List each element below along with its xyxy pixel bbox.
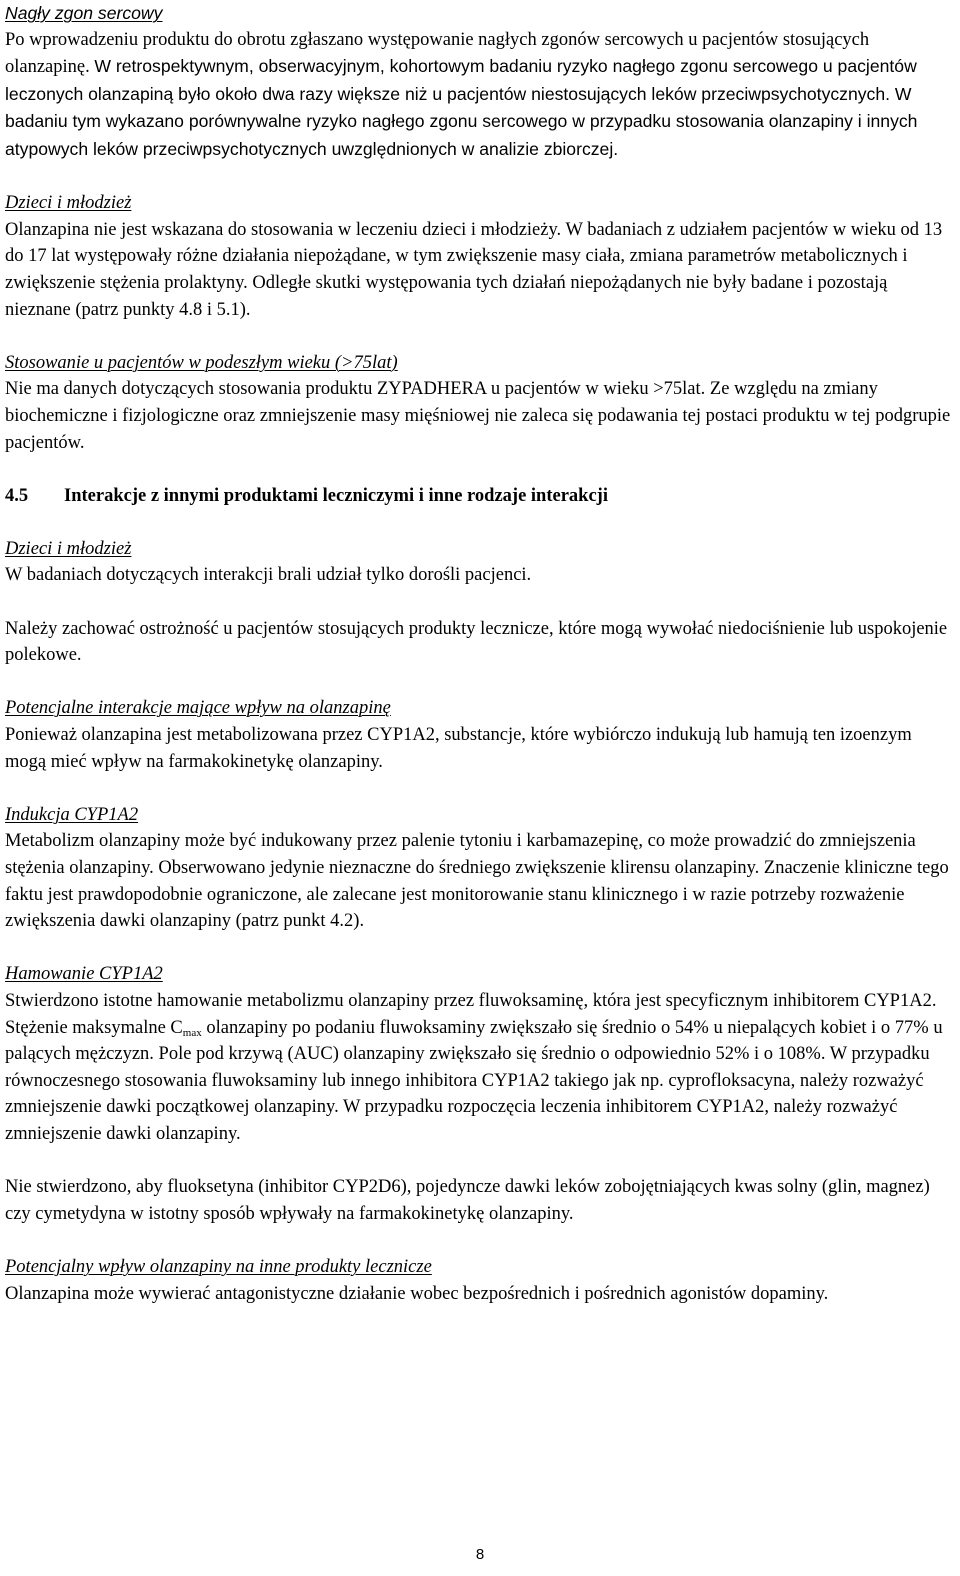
children-section-1	[5, 190, 955, 323]
effect-on-others-section	[5, 1254, 955, 1307]
inhibition-section	[5, 961, 955, 1147]
children-section-2	[5, 536, 955, 589]
document-page	[5, 0, 955, 1307]
paragraph: Ponieważ olanzapina jest metabolizowana przez CYP1A2, substancje, które wybiórczo indukują lub hamują ten izoenzym mogą mieć wpływ na farmakokinetykę olanzapiny.	[5, 725, 912, 772]
section-heading: Potencjalne interakcje mające wpływ na olanzapinę	[5, 698, 391, 719]
elderly-section	[5, 350, 955, 456]
subscript: max	[182, 1026, 202, 1039]
section-heading: Dzieci i młodzież	[5, 538, 132, 559]
paragraph-part: olanzapiny po podaniu fluwoksaminy zwiększało się średnio o 54% u niepalących kobiet i o 77% u palących mężczyzn. Pole pod krzywą (AUC) olanzapiny zwiększało się średnio o odpowiednio 52% i o 108%. W przypadku równoczesnego stosowania fluwoksaminy lub innego inhibitora CYP1A2 takiego jak np. cyprofloksacyna, należy rozważyć zmniejszenie dawki początkowej olanzapiny. W przypadku rozpoczęcia leczenia inhibitorem CYP1A2, należy rozważyć zmniejszenie dawki olanzapiny.	[5, 1017, 943, 1144]
fluoxetine-paragraph: Nie stwierdzono, aby fluoksetyna (inhibitor CYP2D6), pojedyncze dawki leków zobojętniających kwas solny (glin, magnez) czy cymetydyna w istotny sposób wpływały na farmakokinetykę olanzapiny.	[5, 1177, 930, 1224]
caution-paragraph: Należy zachować ostrożność u pacjentów stosujących produkty lecznicze, które mogą wywołać niedociśnienie lub uspokojenie polekowe.	[5, 618, 948, 666]
potential-interactions-section	[5, 695, 955, 775]
paragraph: Olanzapina może wywierać antagonistyczne działanie wobec bezpośrednich i pośrednich agonistów dopaminy.	[5, 1283, 829, 1304]
section-heading: Hamowanie CYP1A2	[5, 964, 163, 985]
paragraph: W badaniach dotyczących interakcji brali udział tylko dorośli pacjenci.	[5, 565, 532, 586]
section-heading: Potencjalny wpływ olanzapiny na inne produkty lecznicze	[5, 1256, 432, 1277]
paragraph-part-serif: Po wprowadzeniu produktu do obrotu zgłaszano występowanie nagłych zgonów sercowych u pacjentów stosujących olanzapinę.	[5, 29, 870, 78]
induction-section	[5, 802, 955, 935]
page-number: 8	[475, 1546, 485, 1563]
paragraph: Metabolizm olanzapiny może być indukowany przez palenie tytoniu i karbamazepinę, co może prowadzić do zmniejszenia stężenia olanzapiny. Obserwowano jedynie nieznaczne do średniego zwiększenie klirensu olanzapiny. Znaczenie kliniczne tego faktu jest prawdopodobnie ograniczone, ale zalecane jest monitorowanie stanu klinicznego i w razie potrzeby rozważenie zwiększenia dawki olanzapiny (patrz punkt 4.2).	[5, 831, 949, 932]
sudden-cardiac-death-section	[5, 0, 955, 164]
section-title	[5, 483, 955, 510]
paragraph: Nie ma danych dotyczących stosowania produktu ZYPADHERA u pacjentów w wieku >75lat. Ze względu na zmiany biochemiczne i fizjologiczne oraz zmniejszenie masy mięśniowej nie zaleca się podawania tej postaci produktu w tej podgrupie pacjentów.	[5, 379, 951, 453]
paragraph-part: Stwierdzono istotne hamowanie metabolizmu olanzapiny przez fluwoksaminę, która jest specyficznym inhibitorem CYP1A2. Stężenie maksymalne C	[5, 990, 937, 1038]
section-heading: Nagły zgon sercowy	[5, 3, 163, 23]
section-heading: Dzieci i młodzież	[5, 193, 132, 214]
paragraph	[5, 988, 955, 1148]
section-number: 4.5	[5, 485, 29, 506]
paragraph	[5, 27, 955, 164]
paragraph-part-sans: W retrospektywnym, obserwacyjnym, kohortowym badaniu ryzyko nagłego zgonu sercowego u pacjentów leczonych olanzapiną było około dwa razy większe niż u pacjentów niestosujących leków przeciwpsychotycznych. W badaniu tym wykazano porównywalne ryzyko nagłego zgonu sercowego w przypadku stosowania olanzapiny i innych atypowych leków przeciwpsychotycznych uwzględnionych w analizie zbiorczej.	[5, 56, 918, 159]
section-heading: Stosowanie u pacjentów w podeszłym wieku (>75lat)	[5, 352, 398, 373]
paragraph: Olanzapina nie jest wskazana do stosowania w leczeniu dzieci i młodzieży. W badaniach z udziałem pacjentów w wieku od 13 do 17 lat występowały różne działania niepożądane, w tym zwiększenie masy ciała, zmiana parametrów metabolicznych i zwiększenie stężenia prolaktyny. Odległe skutki występowania tych działań niepożądanych nie były badane i pozostają nieznane (patrz punkty 4.8 i 5.1).	[5, 219, 943, 320]
section-heading: Indukcja CYP1A2	[5, 804, 139, 825]
section-title-text: Interakcje z innymi produktami leczniczymi i inne rodzaje interakcji	[64, 485, 608, 506]
